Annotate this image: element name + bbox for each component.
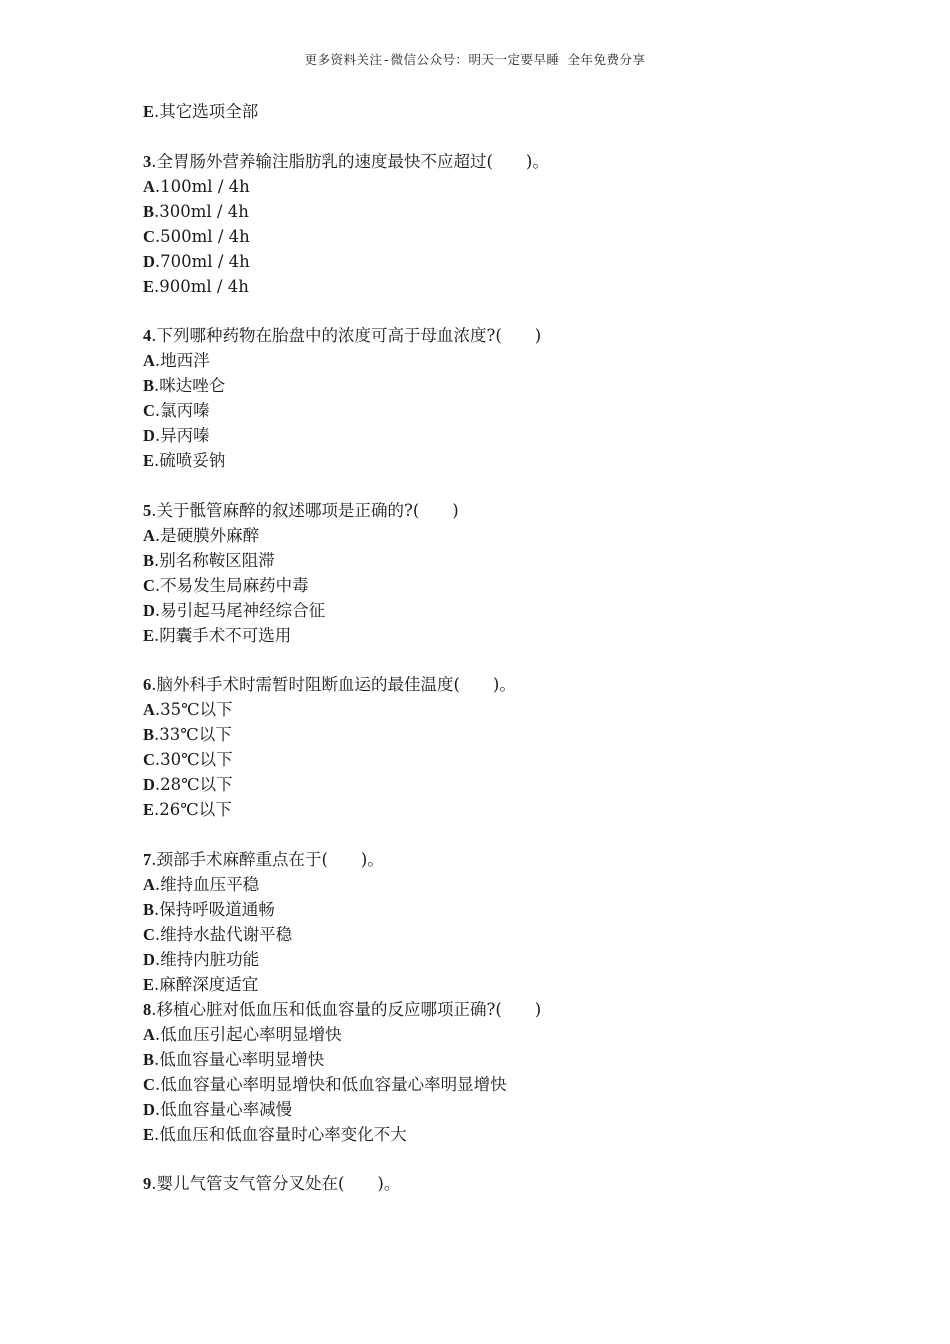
question-number: 9 [143, 1174, 152, 1193]
option-letter: D [143, 426, 155, 445]
block-spacer [143, 473, 843, 498]
question-list [143, 99, 843, 1196]
option-text: .麻醉深度适宜 [154, 974, 259, 994]
option-item [143, 697, 843, 722]
question-text: .婴儿气管支气管分叉处在( )。 [151, 1174, 401, 1193]
option-text: .低血压引起心率明显增快 [154, 1024, 342, 1044]
option-item [143, 224, 843, 249]
option-letter: C [143, 924, 155, 944]
option-letter: A [143, 176, 155, 196]
option-letter: B [143, 899, 155, 919]
question-block [143, 323, 843, 473]
option-letter: B [143, 201, 155, 221]
option-text: .别名称鞍区阻滞 [154, 550, 275, 570]
question-block [143, 997, 843, 1147]
question-number: 6 [143, 675, 152, 694]
option-item [143, 1072, 843, 1097]
option-text: .28℃以下 [154, 775, 233, 794]
option-item [143, 872, 843, 897]
option-letter: E [143, 102, 155, 121]
question-number: 8 [143, 999, 152, 1019]
option-item [143, 274, 843, 299]
question-block [143, 672, 843, 822]
option-letter: A [143, 700, 155, 719]
option-letter: D [143, 775, 155, 794]
option-letter: E [143, 276, 155, 296]
option-item [143, 747, 843, 772]
option-item [143, 199, 843, 224]
question-stem [143, 1171, 843, 1196]
question-number: 7 [143, 849, 152, 869]
block-spacer [143, 1147, 843, 1172]
option-item [143, 249, 843, 274]
option-text: .是硬膜外麻醉 [154, 525, 260, 545]
option-letter: C [143, 1074, 155, 1094]
option-item [143, 922, 843, 947]
option-text: .低血容量心率减慢 [154, 1099, 293, 1119]
option-letter: C [143, 226, 155, 246]
option-text: .500ml / 4h [154, 226, 250, 246]
option-text: .100ml / 4h [154, 176, 250, 196]
option-text: .26℃以下 [154, 800, 232, 819]
option-text: .阴囊手术不可选用 [154, 625, 292, 645]
option-letter: C [143, 575, 155, 595]
question-stem [143, 847, 843, 872]
option-item [143, 947, 843, 972]
question-block [143, 1171, 843, 1196]
question-block [143, 847, 843, 997]
option-item [143, 174, 843, 199]
option-letter: B [143, 725, 155, 744]
question-text: .全胃肠外营养输注脂肪乳的速度最快不应超过( )。 [151, 151, 549, 171]
option-item [143, 423, 843, 448]
option-text: .维持水盐代谢平稳 [154, 924, 293, 944]
option-text: .维持内脏功能 [154, 949, 260, 969]
option-item [143, 573, 843, 598]
option-item [143, 1047, 843, 1072]
question-text: .脑外科手术时需暂时阻断血运的最佳温度( )。 [151, 675, 516, 694]
option-letter: E [143, 800, 155, 819]
option-text: .35℃以下 [154, 700, 233, 719]
question-stem [143, 672, 843, 697]
option-letter: E [143, 1124, 155, 1144]
option-letter: B [143, 1049, 155, 1069]
option-letter: A [143, 1024, 155, 1044]
option-item [143, 623, 843, 648]
question-number: 3 [143, 151, 152, 171]
option-letter: B [143, 376, 155, 395]
option-text: .保持呼吸道通畅 [154, 899, 275, 919]
option-text: .地西泮 [154, 351, 210, 370]
option-item [143, 398, 843, 423]
option-text: .低血压和低血容量时心率变化不大 [154, 1124, 407, 1144]
option-text: .异丙嗪 [154, 426, 210, 445]
option-letter: C [143, 750, 155, 769]
question-block [143, 149, 843, 299]
option-item [143, 598, 843, 623]
option-item [143, 897, 843, 922]
option-item [143, 348, 843, 373]
question-number: 5 [143, 500, 152, 520]
option-item [143, 1097, 843, 1122]
option-letter: D [143, 251, 155, 271]
question-stem [143, 498, 843, 523]
option-item [143, 373, 843, 398]
option-text: .30℃以下 [154, 750, 233, 769]
option-text: .其它选项全部 [154, 102, 259, 121]
option-text: .不易发生局麻药中毒 [154, 575, 309, 595]
block-spacer [143, 648, 843, 673]
option-item [143, 797, 843, 822]
page-header: 更多资料关注-微信公众号：明天一定要早睡 全年免费分享 [304, 52, 646, 67]
question-stem [143, 149, 843, 174]
option-text: .低血容量心率明显增快 [154, 1049, 325, 1069]
option-text: .咪达唑仑 [154, 376, 226, 395]
option-item [143, 772, 843, 797]
option-item [143, 99, 843, 124]
question-block [143, 99, 843, 124]
option-letter: D [143, 949, 155, 969]
option-letter: A [143, 874, 155, 894]
option-letter: C [143, 401, 155, 420]
option-letter: A [143, 351, 155, 370]
option-item [143, 523, 843, 548]
option-letter: E [143, 451, 155, 470]
option-letter: E [143, 974, 155, 994]
question-stem [143, 323, 843, 348]
option-text: .氯丙嗪 [154, 401, 210, 420]
option-item [143, 548, 843, 573]
option-text: .低血容量心率明显增快和低血容量心率明显增快 [154, 1074, 507, 1094]
option-letter: E [143, 625, 155, 645]
option-letter: B [143, 550, 155, 570]
option-item [143, 1022, 843, 1047]
block-spacer [143, 124, 843, 149]
option-text: .维持血压平稳 [154, 874, 260, 894]
option-text: .700ml / 4h [154, 251, 250, 271]
question-text: .关于骶管麻醉的叙述哪项是正确的?( ) [151, 500, 459, 520]
option-item [143, 448, 843, 473]
question-text: .颈部手术麻醉重点在于( )。 [151, 849, 384, 869]
option-item [143, 722, 843, 747]
block-spacer [143, 299, 843, 324]
option-text: .33℃以下 [154, 725, 232, 744]
option-text: .易引起马尾神经综合征 [154, 600, 326, 620]
option-text: .900ml / 4h [154, 276, 249, 296]
option-text: .硫喷妥钠 [154, 451, 226, 470]
question-text: .下列哪种药物在胎盘中的浓度可高于母血浓度?( ) [151, 326, 542, 345]
option-item [143, 1122, 843, 1147]
option-letter: D [143, 1099, 155, 1119]
question-number: 4 [143, 326, 152, 345]
question-stem [143, 997, 843, 1022]
option-letter: D [143, 600, 155, 620]
question-text: .移植心脏对低血压和低血容量的反应哪项正确?( ) [151, 999, 542, 1019]
option-text: .300ml / 4h [154, 201, 249, 221]
block-spacer [143, 822, 843, 847]
option-item [143, 972, 843, 997]
option-letter: A [143, 525, 155, 545]
question-block [143, 498, 843, 648]
